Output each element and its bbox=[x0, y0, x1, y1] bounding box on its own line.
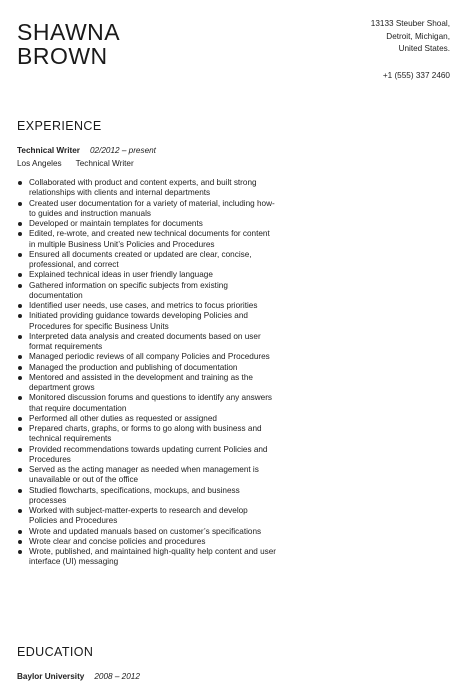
name-line-last: BROWN bbox=[17, 43, 108, 69]
responsibility-item: Interpreted data analysis and created documents based on user format requirements bbox=[17, 332, 277, 353]
job-dates: 02/2012 – present bbox=[89, 146, 156, 155]
job-header bbox=[17, 145, 457, 157]
responsibility-item: Wrote and updated manuals based on customer’s specifications bbox=[17, 527, 277, 537]
education-years: 2008 – 2012 bbox=[94, 672, 140, 681]
responsibility-item: Monitored discussion forums and questions to identify any answers that require documentation bbox=[17, 393, 277, 414]
responsibility-item: Identified user needs, use cases, and metrics to focus priorities bbox=[17, 301, 277, 311]
responsibility-item: Mentored and assisted in the development and training as the department grows bbox=[17, 373, 277, 394]
responsibility-item: Edited, re-wrote, and created new technical documents for content in multiple Business Unit’s Policies and Procedures bbox=[17, 229, 277, 250]
school-name: Baylor University bbox=[17, 672, 85, 681]
responsibility-item: Served as the acting manager as needed when management is unavailable or out of the office bbox=[17, 465, 277, 486]
contact-block bbox=[371, 18, 450, 82]
job-entry bbox=[17, 145, 457, 170]
candidate-name bbox=[17, 20, 120, 68]
responsibility-item: Managed periodic reviews of all company Policies and Procedures bbox=[17, 352, 277, 362]
job-location: Los Angeles bbox=[17, 159, 62, 168]
responsibility-item: Performed all other duties as requested or assigned bbox=[17, 414, 277, 424]
responsibility-item: Studied flowcharts, specifications, mockups, and business processes bbox=[17, 486, 277, 507]
address-line: United States. bbox=[398, 44, 450, 54]
address-line: Detroit, Michigan, bbox=[386, 31, 450, 41]
responsibility-item: Prepared charts, graphs, or forms to go along with business and technical requirements bbox=[17, 424, 277, 445]
experience-heading: EXPERIENCE bbox=[17, 119, 102, 133]
responsibility-item: Collaborated with product and content experts, and built strong relationships with clients and internal departments bbox=[17, 178, 277, 199]
phone-number: +1 (555) 337 2460 bbox=[382, 70, 450, 80]
responsibilities-list bbox=[17, 178, 277, 568]
education-entry bbox=[17, 671, 140, 682]
responsibility-item: Explained technical ideas in user friendly language bbox=[17, 270, 277, 280]
responsibility-item: Managed the production and publishing of documentation bbox=[17, 363, 277, 373]
job-role: Technical Writer bbox=[75, 159, 134, 168]
responsibility-item: Initiated providing guidance towards developing Policies and Procedures for specific Business Units bbox=[17, 311, 277, 332]
responsibility-item: Wrote clear and concise policies and procedures bbox=[17, 537, 277, 547]
responsibility-item: Wrote, published, and maintained high-quality help content and user interface (UI) messaging bbox=[17, 547, 277, 568]
responsibility-item: Provided recommendations towards updating current Policies and Procedures bbox=[17, 445, 277, 466]
responsibility-item: Gathered information on specific subjects from existing documentation bbox=[17, 281, 277, 302]
responsibility-item: Ensured all documents created or updated are clear, concise, professional, and correct bbox=[17, 250, 277, 271]
responsibility-item: Worked with subject-matter-experts to research and develop Policies and Procedures bbox=[17, 506, 277, 527]
job-title: Technical Writer bbox=[17, 146, 80, 155]
responsibility-item: Created user documentation for a variety of material, including how-to guides and instruction manuals bbox=[17, 199, 277, 220]
job-meta bbox=[17, 158, 457, 170]
education-heading: EDUCATION bbox=[17, 645, 94, 659]
address-line: 13133 Steuber Shoal, bbox=[370, 19, 450, 28]
name-line-first: SHAWNA bbox=[17, 19, 121, 45]
responsibility-item: Developed or maintain templates for documents bbox=[17, 219, 277, 229]
